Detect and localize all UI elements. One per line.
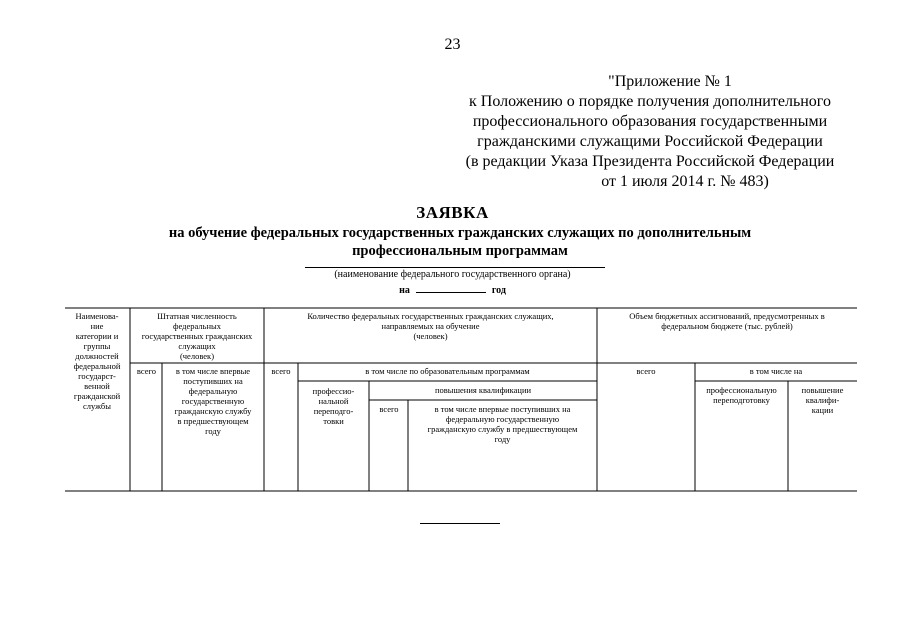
appendix-line: к Положению о порядке получения дополнительного: [469, 93, 831, 110]
header-budget-qualification: повышение квалифи- кации: [801, 385, 844, 415]
header-budget: Объем бюджетных ассигнований, предусмотренных в федеральном бюджете (тыс. рублей): [629, 311, 825, 331]
header-staff: Штатная численность федеральных государственных гражданских служащих (человек): [141, 311, 253, 361]
header-budget-total: всего: [636, 366, 656, 376]
subtitle-line: профессиональным программам: [352, 243, 568, 259]
header-retraining: профессио- нальной переподго- товки: [312, 386, 355, 426]
year-suffix: год: [491, 285, 506, 296]
page-number: 23: [444, 36, 461, 53]
appendix-line: (в редакции Указа Президента Российской Федерации: [465, 153, 835, 170]
header-staff-new: в том числе впервые поступивших на федеральную государственную гражданскую службу в предшествующем году: [174, 366, 252, 436]
header-count: Количество федеральных государственных гражданских служащих, направляемых на обучение (человек): [307, 311, 554, 341]
header-qual-total: всего: [379, 404, 399, 414]
header-staff-total: всего: [136, 366, 157, 376]
header-qualification: повышения квалификации: [434, 385, 532, 395]
org-name-caption: (наименование федерального государственного органа): [334, 269, 571, 280]
header-budget-including: в том числе на: [749, 366, 803, 376]
header-qual-new: в том числе впервые поступивших на федеральную государственную гражданскую службу в предшествующем году: [427, 404, 578, 444]
appendix-line: "Приложение № 1: [608, 73, 732, 90]
appendix-line: профессионального образования государственными: [472, 113, 828, 130]
closing-rule: [420, 523, 500, 524]
appendix-line: от 1 июля 2014 г. № 483): [601, 173, 769, 190]
subtitle-line: на обучение федеральных государственных гражданских служащих по дополнительным: [168, 225, 752, 241]
appendix-line: гражданскими служащими Российской Федерации: [477, 133, 823, 150]
header-budget-retraining: профессиональную переподготовку: [706, 385, 777, 405]
year-prefix: на: [399, 285, 410, 296]
header-count-total: всего: [271, 366, 291, 376]
header-count-by-program: в том числе по образовательным программам: [365, 366, 530, 376]
document-title: ЗАЯВКА: [416, 203, 489, 222]
header-category: Наименова- ние категории и группы должностей федеральной государст- венной гражданской службы: [73, 311, 121, 411]
